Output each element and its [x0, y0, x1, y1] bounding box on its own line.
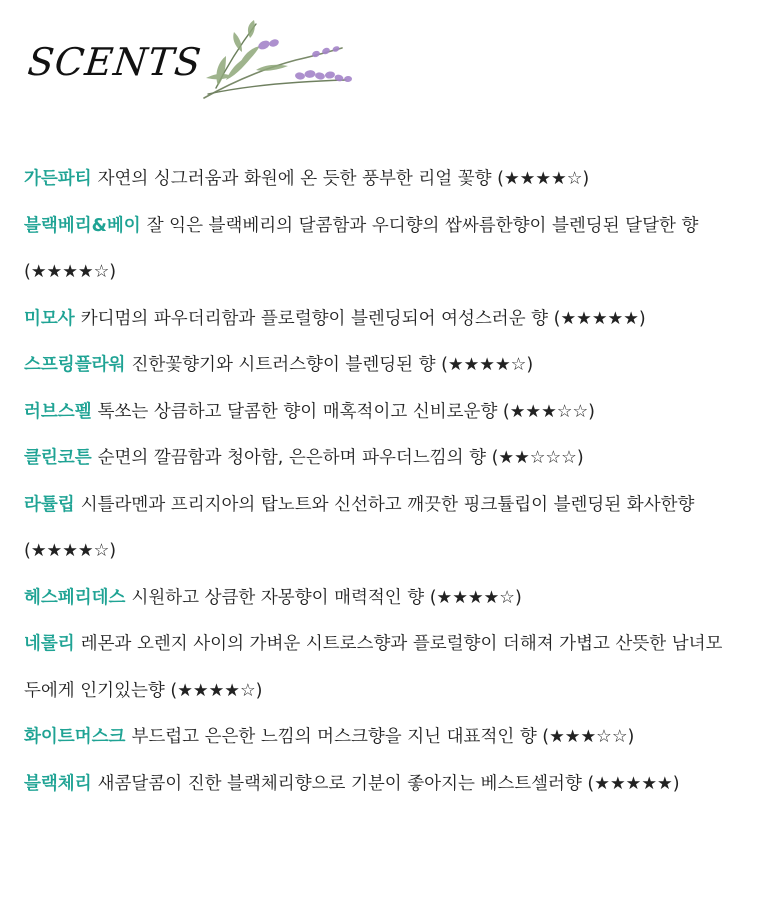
header: [0, 0, 758, 130]
scent-item: [24, 714, 738, 761]
scent-description: 시틀라멘과 프리지아의 탑노트와 신선하고 깨끗한 핑크튤립이 블렌딩된 화사한향 (★★★★☆): [24, 494, 695, 561]
scent-description: 자연의 싱그러움과 화원에 온 듯한 풍부한 리얼 꽃향 (★★★★☆): [97, 169, 590, 189]
scent-description: 잘 익은 블랙베리의 달콤함과 우디향의 쌉싸름한향이 블렌딩된 달달한 향 (★★★★☆): [24, 215, 699, 282]
scent-item: [24, 156, 738, 203]
scent-description: 진한꽃향기와 시트러스향이 블렌딩된 향 (★★★★☆): [131, 355, 534, 375]
scent-name: 네롤리: [24, 634, 75, 654]
scent-description: 레몬과 오렌지 사이의 가벼운 시트로스향과 플로럴향이 더해져 가볍고 산뜻한 남녀모두에게 인기있는향 (★★★★☆): [24, 634, 723, 701]
scent-description: 톡쏘는 상큼하고 달콤한 향이 매혹적이고 신비로운향 (★★★☆☆): [97, 401, 596, 422]
scent-name: 헤스페리데스: [24, 587, 126, 608]
scent-item: [24, 342, 738, 389]
page-title: SCENTS: [25, 40, 204, 84]
scent-name: 미모사: [24, 308, 75, 329]
scent-item: [24, 296, 738, 343]
scent-description: 새콤달콤이 진한 블랙체리향으로 기분이 좋아지는 베스트셀러향 (★★★★★): [97, 773, 680, 794]
scent-item: [24, 621, 738, 714]
scent-name: 클린코튼: [24, 448, 92, 468]
scent-description: 카디멈의 파우더리함과 플로럴향이 블렌딩되어 여성스러운 향 (★★★★★): [80, 308, 646, 329]
scent-description: 부드럽고 은은한 느낌의 머스크향을 지닌 대표적인 향 (★★★☆☆): [131, 727, 635, 747]
scent-name: 화이트머스크: [24, 727, 126, 747]
scent-item: [24, 435, 738, 482]
scent-name: 러브스펠: [24, 401, 92, 422]
scent-description: 시원하고 상큼한 자몽향이 매력적인 향 (★★★★☆): [131, 587, 522, 608]
scent-name: 블랙체리: [24, 773, 92, 794]
scent-name: 블랙베리&베이: [24, 215, 141, 236]
scent-item: [24, 203, 738, 296]
scent-name: 스프링플라워: [24, 355, 126, 375]
scent-item: [24, 389, 738, 436]
lavender-sprig-icon: [196, 18, 360, 104]
scent-item: [24, 575, 738, 622]
scent-description: 순면의 깔끔함과 청아함, 은은하며 파우더느낌의 향 (★★☆☆☆): [97, 448, 584, 468]
scent-list: [24, 156, 738, 807]
scent-item: [24, 482, 738, 575]
scent-item: [24, 761, 738, 808]
scent-name: 가든파티: [24, 169, 92, 189]
scent-name: 라튤립: [24, 494, 75, 515]
